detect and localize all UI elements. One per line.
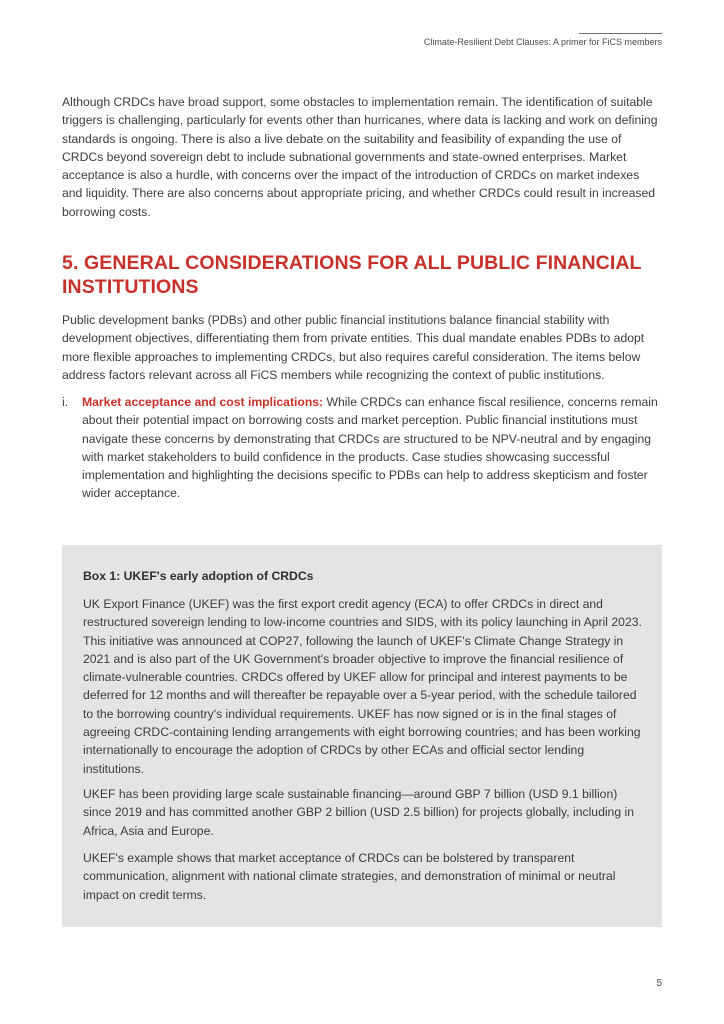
list-item-heading: Market acceptance and cost implications: <box>82 395 324 409</box>
intro-paragraph: Although CRDCs have broad support, some obstacles to implementation remain. The identification of suitable triggers is challenging, particularly for events other than hurricanes, where data is lacking and work on defining standards is ongoing. There is also a live debate on the suitability and feasibility of expanding the use of CRDCs beyond sovereign debt to include subnational governments and state-owned enterprises. Market acceptance is also a hurdle, with concerns over the impact of the introduction of CRDCs on market indexes and liquidity. There are also concerns about appropriate pricing, and whether CRDCs could result in increased borrowing costs. <box>62 95 658 219</box>
list-marker: i. <box>62 395 69 409</box>
header-rule <box>579 33 662 34</box>
box-paragraph: UKEF has been providing large scale sustainable financing—around GBP 7 billion (USD 9.1 billion) since 2019 and has committed another GBP 2 billion (USD 2.5 billion) for projects globally, including in Africa, Asia and Europe. <box>83 787 634 838</box>
section-title: 5. GENERAL CONSIDERATIONS FOR ALL PUBLIC FINANCIAL INSTITUTIONS <box>62 252 642 298</box>
case-study-box <box>62 545 662 927</box>
box-title: Box 1: UKEF's early adoption of CRDCs <box>83 569 314 583</box>
page-number: 5 <box>656 978 662 989</box>
running-header: Climate-Resilient Debt Clauses: A primer for FiCS members <box>423 37 662 47</box>
box-paragraph: UK Export Finance (UKEF) was the first export credit agency (ECA) to offer CRDCs in direct and restructured sovereign lending to low-income countries and SIDS, with its policy launching in April 2023. This initiative was announced at COP27, following the launch of UKEF's Climate Change Strategy in 2021 and is also part of the UK Government's broader objective to improve the financial resilience of climate-vulnerable countries. CRDCs offered by UKEF allow for principal and interest payments to be deferred for 12 months and will thereafter be repayable over a 5-year period, with the schedule tailored to the borrowing country's individual requirements. UKEF has now signed or is in the final stages of agreeing CRDC-containing lending arrangements with eight borrowing countries; and has been working internationally to encourage the adoption of CRDCs by other ECAs and official sector lending institutions. <box>83 597 642 776</box>
box-paragraph: UKEF's example shows that market acceptance of CRDCs can be bolstered by transparent communication, alignment with national climate strategies, and demonstration of minimal or neutral impact on credit terms. <box>83 851 616 902</box>
list-item-body <box>82 393 662 503</box>
list-item-text: While CRDCs can enhance fiscal resilience, concerns remain about their potential impact on borrowing costs and market perception. Public financial institutions must navigate these concerns by demonstrating that CRDCs are structured to be NPV-neutral and by engaging with market stakeholders to build confidence in the products. Case studies showcasing successful implementation and highlighting the decisions specific to PDBs can help to address skepticism and foster wider acceptance. <box>82 395 658 501</box>
list-item <box>62 393 662 503</box>
section-intro-paragraph: Public development banks (PDBs) and other public financial institutions balance financial stability with development objectives, differentiating them from private entities. This dual mandate enables PDBs to adopt more flexible approaches to implementing CRDCs, but also requires careful consideration. The items below address factors relevant across all FiCS members while recognizing the context of public institutions. <box>62 313 645 382</box>
